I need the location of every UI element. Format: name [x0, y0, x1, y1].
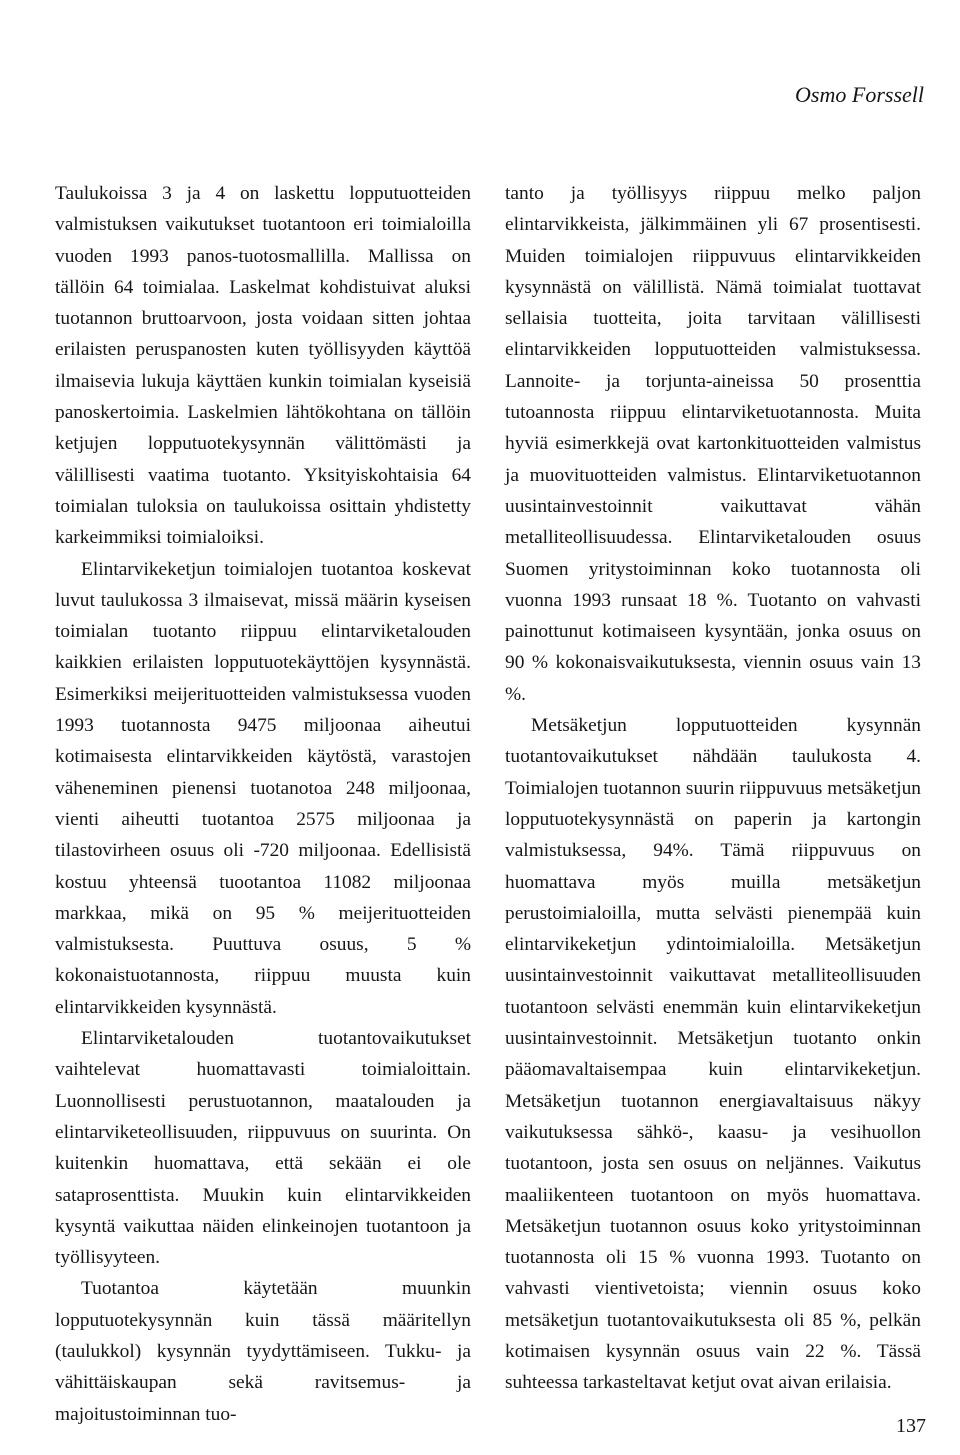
paragraph-elintarvikeketjun: Elintarvikeketjun toimialojen tuotantoa koskevat luvut taulukossa 3 ilmaisevat, missä määrin kyseisen toimialan tuotanto riippuu elintarviketalouden kaikkien erilaisten lopputuotekäyttöjen kysynnästä. Esimerkiksi meijerituotteiden valmistuksessa vuoden 1993 tuotannosta 9475 miljoonaa aiheutui kotimaisesta elintarvikkeiden käytöstä, varastojen väheneminen pienensi tuotanotoa 248 miljoonaa, vienti aiheutti tuotantoa 2575 miljoonaa ja tilastovirheen osuus oli -720 miljoonaa. Edellisistä kostuu yhteensä tuootantoa 11082 miljoonaa markkaa, mikä on 95 % meijerituotteiden valmistuksesta. Puuttuva osuus, 5 % kokonaistuotannosta, riippuu muusta kuin elintarvikkeiden kysynnästä. [55, 558, 471, 1018]
left-column [55, 178, 471, 1430]
paragraph-elintarviketalouden: Elintarviketalouden tuotantovaikutukset vaihtelevat huomattavasti toimialoittain. Luonnollisesti perustuotannon, maatalouden ja elintarviketeollisuuden, riippuvuus on suurinta. On kuitenkin huomattava, että sekään ei ole sataprosenttista. Muukin kuin elintarvikkeiden kysyntä vaikuttaa näiden elinkeinojen tuotantoon ja työllisyyteen. [55, 1028, 471, 1269]
right-column [505, 178, 921, 1399]
paragraph-tanto-continuation: tanto ja työllisyys riippuu melko paljon elintarvikkeista, jälkimmäinen yli 67 prosentisesti. Muiden toimialojen riippuvuus elintarvikkeiden kysynnästä on välillistä. Nämä toimialat tuottavat sellaisia tuotteita, joita tarvitaan välillisesti elintarvikkeiden lopputuotteiden valmistuksessa. Lannoite- ja torjunta-aineissa 50 prosenttia tutoannosta riippuu elintarviketuotannosta. Muita hyviä esimerkkejä ovat kartonkituotteiden valmistus ja muovituotteiden valmistus. Elintarviketuotannon uusintainvestoinnit vaikuttavat vähän metalliteollisuudessa. Elintarviketalouden osuus Suomen yritystoiminnan koko tuotannosta oli vuonna 1993 runsaat 18 %. Tuotanto on vahvasti painottunut kotimaiseen kysyntään, jonka osuus on 90 % kokonaisvaikutuksesta, viennin osuus vain 13 %. [505, 183, 921, 705]
running-header-author: Osmo Forssell [795, 82, 924, 107]
paragraph-metsaketjun: Metsäketjun lopputuotteiden kysynnän tuotantovaikutukset nähdään taulukosta 4. Toimialojen tuotannon suurin riippuvuus metsäketjun lopputuotekysynnästä on paperin ja kartongin valmistuksessa, 94%. Tämä riippuvuus on huomattava myös muilla metsäketjun perustoimialoilla, mutta selvästi pienempää kuin elintarvikeketjun ydintoimialoilla. Metsäketjun uusintainvestoinnit vaikuttavat metalliteollisuuden tuotantoon selvästi enemmän kuin elintarvikeketjun uusintainvestoinnit. Metsäketjun tuotanto onkin pääomavaltaisempaa kuin elintarvikeketjun. Metsäketjun tuotannon energiavaltaisuus näkyy vaikutuksessa sähkö-, kaasu- ja vesihuollon tuotantoon, josta sen osuus on neljännes. Vaikutus maaliikenteen tuotantoon on myös huomattava. Metsäketjun tuotannon osuus koko yritystoiminnan tuotannosta oli 15 % vuonna 1993. Tuotanto on vahvasti vientivetoista; viennin osuus koko metsäketjun tuotantovaikutuksesta oli 85 %, pelkän kotimaisen kysynnän osuus vain 22 %. Tässä suhteessa tarkasteltavat ketjut ovat aivan erilaisia. [505, 715, 921, 1394]
paragraph-taulukoissa: Taulukoissa 3 ja 4 on laskettu lopputuotteiden valmistuksen vaikutukset tuotantoon eri toimialoilla vuoden 1993 panos-tuotosmallilla. Mallissa on tällöin 64 toimialaa. Laskelmat kohdistuivat aluksi tuotannon bruttoarvoon, josta voidaan sitten johtaa erilaisten peruspanosten kuten työllisyyden käyttöä ilmaisevia lukuja käyttäen kunkin toimialan kyseisiä panoskertoimia. Laskelmien lähtökohtana on tällöin ketjujen lopputuotekysynnän välittömästi ja välillisesti vaatima tuotanto. Yksityiskohtaisia 64 toimialan tuloksia on taulukoissa osittain yhdistetty karkeimmiksi toimialoiksi. [55, 183, 471, 549]
page-number: 137 [896, 1415, 926, 1437]
paragraph-tuotantoa: Tuotantoa käytetään muunkin lopputuotekysynnän kuin tässä määritellyn (taulukkol) kysynnän tyydyttämiseen. Tukku- ja vähittäiskaupan sekä ravitsemus- ja majoitustoiminnan tuo- [55, 1278, 471, 1425]
